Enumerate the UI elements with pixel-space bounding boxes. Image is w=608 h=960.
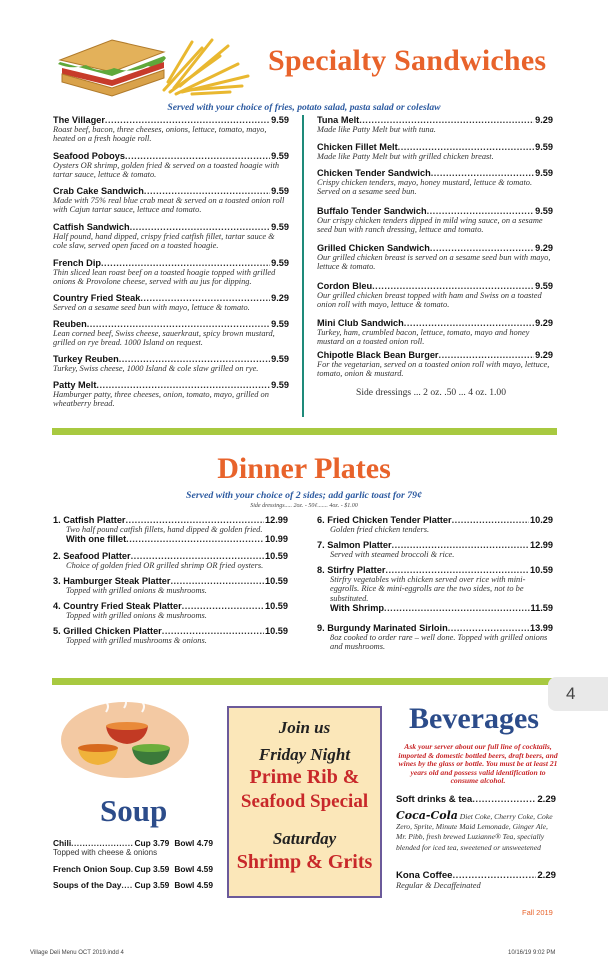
item-price: 10.59 <box>530 565 553 575</box>
item-price: 9.59 <box>271 151 289 161</box>
item-description: Stirfry vegetables with chicken served over rice with mini-eggrolls. Rice & mini-eggrolls are the two sides, not to be substituted. <box>330 575 526 603</box>
item-price: 9.59 <box>271 222 289 232</box>
item-description: For the vegetarian, served on a toasted onion roll with mayo, lettuce, tomato, onion & mustard. <box>317 360 550 379</box>
item-price: 10.59 <box>265 601 288 611</box>
item-description: Turkey, Swiss cheese, 1000 Island & cole slaw grilled on rye. <box>53 364 259 373</box>
item-description: Served on a sesame seed bun with mayo, lettuce & tomato. <box>53 303 250 312</box>
menu-item <box>53 319 289 348</box>
drinks-list: Diet Coke, Cherry Coke, Coke Zero, Sprite, Minute Maid Lemonade, Ginger Ale, Mr. Pibb, fresh brewed Luzianne® Tea, specially blended for iced tea, sweetened or unsweetened <box>396 812 553 852</box>
item-name: Chicken Fillet Melt <box>317 142 398 152</box>
menu-item <box>317 318 553 347</box>
sandwiches-title: Specialty Sandwiches <box>268 44 547 77</box>
item-description: Turkey, ham, crumbled bacon, lettuce, tomato, mayo and honey mustard on a toasted onion roll. <box>317 328 530 347</box>
item-description: Topped with grilled mushrooms & onions. <box>66 636 207 645</box>
menu-item <box>317 540 553 559</box>
soup-description: Topped with cheese & onions <box>53 848 158 857</box>
soup-item <box>53 838 213 857</box>
item-description: Our grilled chicken breast topped with ham and Swiss on a toasted onion roll with mayo, lettuce & tomato. <box>317 291 542 310</box>
item-description: Crispy chicken tenders, mayo, honey mustard, lettuce & tomato. Served on a sesame seed bun. <box>317 178 533 197</box>
item-name: Buffalo Tender Sandwich <box>317 206 427 216</box>
item-price: 9.29 <box>535 243 553 253</box>
menu-item <box>317 623 553 652</box>
menu-item <box>53 293 289 312</box>
menu-item <box>317 243 553 272</box>
item-name: Catfish Sandwich <box>53 222 130 232</box>
item-price: 9.29 <box>535 115 553 125</box>
soup-cup-price: Cup 3.59 <box>134 864 170 874</box>
item-price: 13.99 <box>530 623 553 633</box>
item-description: Oysters OR shrimp, golden fried & served on a toasted hoagie with tartar sauce, lettuce & tomato. <box>53 161 280 180</box>
item-description: 8oz cooked to order rare – well done. Topped with grilled onions and mushrooms. <box>330 633 548 652</box>
menu-item <box>53 186 289 215</box>
dinner-plates-subtitle: Served with your choice of 2 sides; add garlic toast for 79¢ <box>186 490 422 501</box>
dinner-plates-title: Dinner Plates <box>217 452 391 485</box>
promo-friday: Friday Night <box>258 745 351 764</box>
divider-bar-top <box>52 428 557 435</box>
promo-prime-rib: Prime Rib & <box>249 766 360 788</box>
kona-coffee-price: 2.29 <box>537 870 556 881</box>
item-price: 10.59 <box>265 576 288 586</box>
item-name: 3. Hamburger Steak Platter <box>53 576 171 586</box>
item-name: 2. Seafood Platter <box>53 551 131 561</box>
item-description: Two half pound catfish fillets, hand dipped & golden fried. <box>66 525 263 534</box>
menu-item <box>317 515 553 534</box>
sub-item-name: With one fillet <box>66 534 127 545</box>
item-name: 5. Grilled Chicken Platter <box>53 626 162 636</box>
coca-cola-logo: Coca-Cola <box>396 809 458 822</box>
item-price: 9.59 <box>271 380 289 390</box>
item-description: Roast beef, bacon, three cheeses, onions, lettuce, tomato, mayo, heated on a fresh hoagie roll. <box>53 125 267 144</box>
item-description: Made like Patty Melt but with tuna. <box>317 125 436 134</box>
item-price: 10.59 <box>265 551 288 561</box>
soup-title: Soup <box>100 793 168 828</box>
promo-seafood: Seafood Special <box>240 791 369 812</box>
kona-coffee-item <box>396 870 556 890</box>
item-description: Topped with grilled onions & mushrooms. <box>66 611 207 620</box>
item-name: 4. Country Fried Steak Platter <box>53 601 182 611</box>
item-name: 6. Fried Chicken Tender Platter <box>317 515 452 525</box>
soup-item <box>53 864 213 874</box>
item-description: Our crispy chicken tenders dipped in mild wing sauce, on a sesame seed bun with ranch dressing, lettuce and tomato. <box>317 216 543 235</box>
menu-item <box>53 551 288 570</box>
sandwich-and-fries-illustration <box>52 30 252 100</box>
item-price: 9.29 <box>535 350 553 360</box>
item-description: Served with steamed broccoli & rice. <box>330 550 455 559</box>
beverages-title: Beverages <box>409 702 539 735</box>
item-price: 12.99 <box>530 540 553 550</box>
soup-item <box>53 880 213 890</box>
item-name: Country Fried Steak <box>53 293 141 303</box>
item-name: 9. Burgundy Marinated Sirloin <box>317 623 448 633</box>
sandwiches-column-divider <box>302 115 304 417</box>
item-price: 9.59 <box>271 354 289 364</box>
item-description: Choice of golden fried OR grilled shrimp OR fried oysters. <box>66 561 264 570</box>
item-name: Turkey Reuben <box>53 354 119 364</box>
item-description: Half pound, hand dipped, crispy fried catfish fillet, tartar sauce & cole slaw, served open faced on a toasted hoagie. <box>53 232 275 251</box>
kona-coffee-desc: Regular & Decaffeinated <box>396 881 481 890</box>
item-name: French Dip <box>53 258 101 268</box>
item-price: 10.29 <box>530 515 553 525</box>
item-name: Tuna Melt <box>317 115 360 125</box>
promo-join-us: Join us <box>278 718 331 737</box>
item-description: Golden fried chicken tenders. <box>330 525 430 534</box>
menu-item <box>53 626 288 645</box>
menu-item <box>53 151 289 180</box>
item-name: Mini Club Sandwich <box>317 318 404 328</box>
item-description: Topped with grilled onions & mushrooms. <box>66 586 207 595</box>
menu-item <box>317 565 553 613</box>
item-price: 9.59 <box>535 206 553 216</box>
menu-item <box>317 142 553 161</box>
footer-file: Village Deli Menu OCT 2019.indd 4 <box>30 950 124 956</box>
soft-drinks-item <box>396 794 556 805</box>
item-name: Chicken Tender Sandwich <box>317 168 431 178</box>
item-name: Patty Melt <box>53 380 97 390</box>
menu-item <box>53 222 289 251</box>
soft-drinks-price: 2.29 <box>537 794 556 805</box>
menu-item <box>317 281 553 310</box>
soup-cup-price: Cup 3.59 <box>134 880 170 890</box>
soup-bowl-price: Bowl 4.79 <box>174 838 213 848</box>
item-price: 9.29 <box>535 318 553 328</box>
soup-bowl-price: Bowl 4.59 <box>174 880 213 890</box>
kona-coffee-name: Kona Coffee <box>396 870 453 881</box>
item-price: 9.59 <box>271 115 289 125</box>
item-name: Cordon Bleu <box>317 281 373 291</box>
divider-bar-bottom <box>52 678 557 685</box>
soup-name: Chili <box>53 838 72 848</box>
item-description: Thin sliced lean roast beef on a toasted hoagie topped with grilled onions & Provolone cheese, served with au jus for dipping. <box>53 268 276 287</box>
item-price: 9.59 <box>535 281 553 291</box>
item-description: Made with 75% real blue crab meat & served on a toasted onion roll with Cajun tartar sauce, lettuce and tomato. <box>53 196 285 215</box>
item-price: 9.59 <box>535 142 553 152</box>
menu-item <box>317 115 553 134</box>
item-price: 9.59 <box>271 319 289 329</box>
item-description: Lean corned beef, Swiss cheese, sauerkraut, spicy brown mustard, grilled on rye bread. 1000 Island on request. <box>53 329 275 348</box>
item-name: 1. Catfish Platter <box>53 515 126 525</box>
beverages-drinks-desc <box>396 811 556 853</box>
sub-item-price: 10.99 <box>265 534 288 545</box>
sub-item-name: With Shrimp <box>330 603 385 614</box>
item-name: Grilled Chicken Sandwich <box>317 243 430 253</box>
footer-slug <box>0 946 608 960</box>
item-description: Made like Patty Melt but with grilled chicken breast. <box>317 152 494 161</box>
sandwiches-subtitle: Served with your choice of fries, potato salad, pasta salad or coleslaw <box>167 102 441 113</box>
item-name: Chipotle Black Bean Burger <box>317 350 439 360</box>
menu-item <box>53 380 289 409</box>
item-description: Our grilled chicken breast is served on a sesame seed bun with mayo, lettuce & tomato. <box>317 253 551 272</box>
soup-bowl-price: Bowl 4.59 <box>174 864 213 874</box>
page-number: 4 <box>566 684 576 703</box>
promo-shrimp-grits: Shrimp & Grits <box>236 851 373 873</box>
menu-item <box>53 576 288 595</box>
menu-item <box>317 168 553 197</box>
menu-item <box>317 206 553 235</box>
item-price: 9.29 <box>271 293 289 303</box>
beverages-note: Ask your server about our full line of cocktails, imported & domestic bottled beers, draft beers, and wines by the glass or bottle. You must be at least 21 years old and possess valid identification to consume alcohol. <box>398 742 558 786</box>
item-description: Hamburger patty, three cheeses, onion, tomato, mayo, grilled on wheatberry bread. <box>53 390 269 409</box>
item-price: 10.59 <box>265 626 288 636</box>
footer-date: 10/16/19 9:02 PM <box>508 950 556 956</box>
menu-item <box>53 115 289 144</box>
soup-name: Soups of the Day <box>53 880 122 890</box>
season-label: Fall 2019 <box>522 908 553 917</box>
item-price: 9.59 <box>271 258 289 268</box>
soup-bowls-illustration <box>60 700 190 780</box>
soup-name: French Onion Soup <box>53 864 131 874</box>
page-number-tab <box>548 677 608 711</box>
soft-drinks-name: Soft drinks & tea <box>396 794 473 805</box>
item-price: 12.99 <box>265 515 288 525</box>
menu-item <box>53 354 289 373</box>
item-price: 9.59 <box>271 186 289 196</box>
item-name: The Villager <box>53 115 105 125</box>
soup-cup-price: Cup 3.79 <box>134 838 170 848</box>
side-dressings-note: Side dressings ... 2 oz. .50 ... 4 oz. 1.00 <box>356 387 507 398</box>
menu-item <box>317 350 553 379</box>
item-name: 7. Salmon Platter <box>317 540 392 550</box>
item-name: Reuben <box>53 319 87 329</box>
menu-item <box>53 601 288 620</box>
menu-item <box>53 258 289 287</box>
item-name: 8. Stirfry Platter <box>317 565 386 575</box>
item-name: Seafood Poboys <box>53 151 125 161</box>
sub-item-price: 11.59 <box>530 603 553 614</box>
menu-item <box>53 515 288 544</box>
weekend-special-box <box>227 706 382 898</box>
dinner-side-note: Side dressings..... 2oz. - 50¢....... 4oz. - $1.00 <box>250 503 358 509</box>
item-name: Crab Cake Sandwich <box>53 186 144 196</box>
promo-saturday: Saturday <box>272 829 337 848</box>
item-price: 9.59 <box>535 168 553 178</box>
